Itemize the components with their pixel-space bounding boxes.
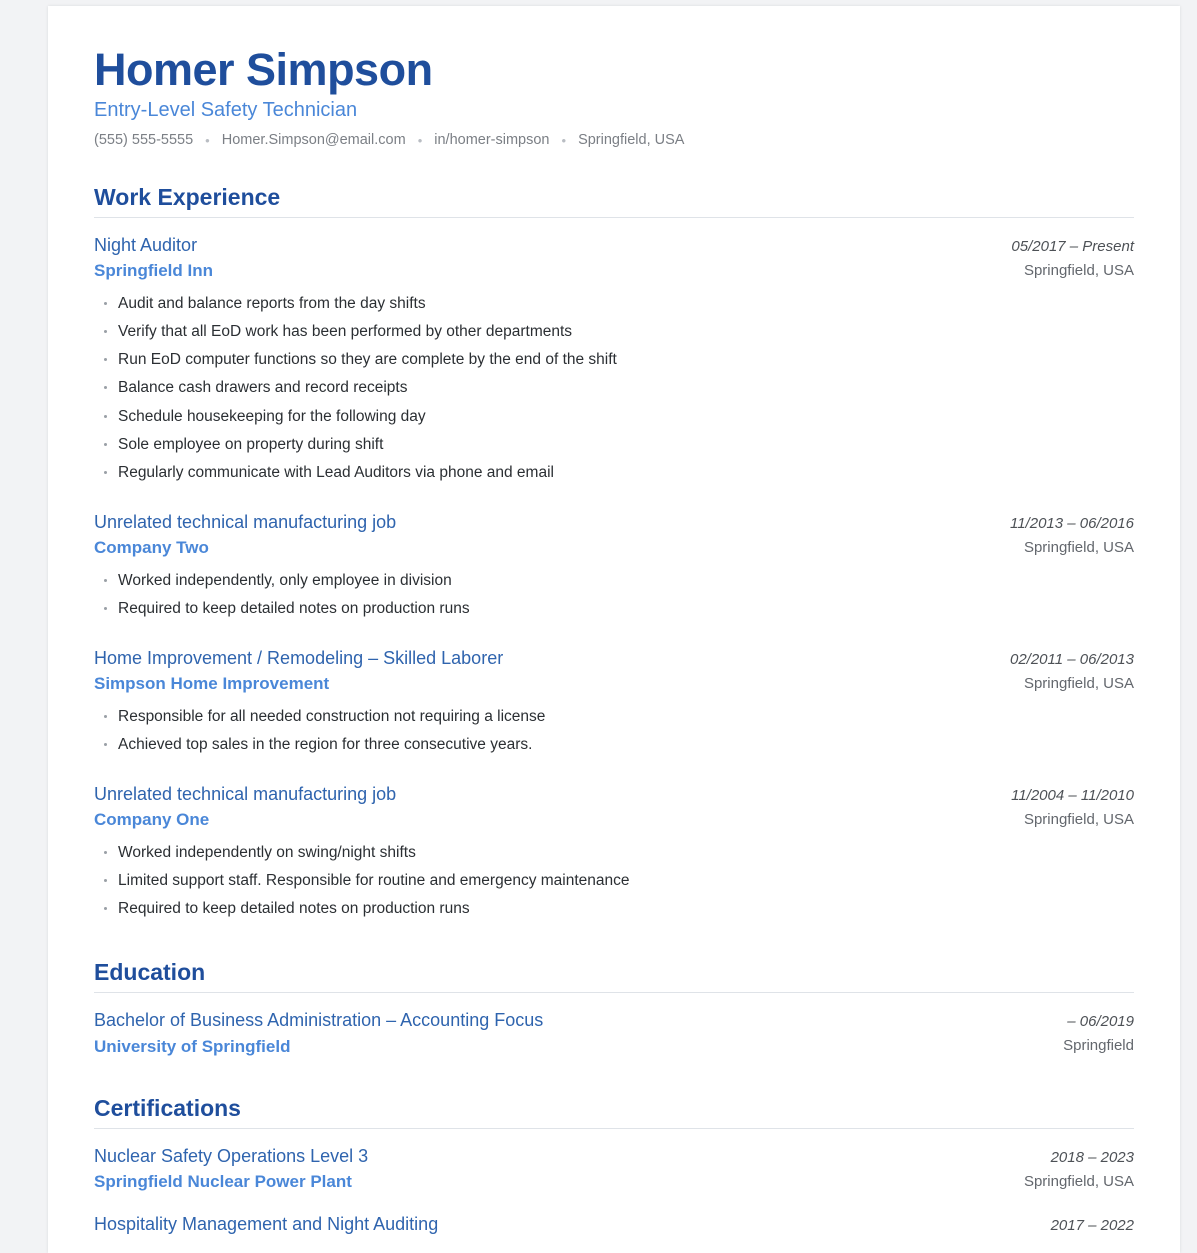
certification-entry-header bbox=[94, 1211, 1134, 1238]
list-item: Balance cash drawers and record receipts bbox=[94, 374, 1134, 402]
certification-location: Springfield, USA bbox=[1023, 1172, 1134, 1190]
job-location: Springfield, USA bbox=[1023, 261, 1134, 279]
job-organization: Company Two bbox=[94, 538, 209, 558]
work-entry-right bbox=[1011, 785, 1134, 832]
education-entry-right bbox=[1063, 1011, 1134, 1058]
list-item: Responsible for all needed construction not requiring a license bbox=[94, 703, 1134, 731]
job-organization: Simpson Home Improvement bbox=[94, 674, 330, 694]
list-item: Verify that all EoD work has been performed by other departments bbox=[94, 318, 1134, 346]
list-item: Run EoD computer functions so they are complete by the end of the shift bbox=[94, 346, 1134, 374]
contact-separator-icon: • bbox=[205, 132, 210, 148]
work-entry-left bbox=[94, 781, 1011, 833]
certification-entry-left bbox=[94, 1143, 1024, 1195]
job-bullet-list bbox=[94, 567, 1134, 623]
section-divider bbox=[94, 992, 1134, 993]
education-entry bbox=[94, 1007, 1134, 1059]
list-item: Audit and balance reports from the day shifts bbox=[94, 290, 1134, 318]
education-entry-left bbox=[94, 1007, 1063, 1059]
job-location: Springfield, USA bbox=[1023, 674, 1134, 692]
section-title-work-experience: Work Experience bbox=[94, 184, 281, 211]
work-entry-left bbox=[94, 645, 1010, 697]
contact-email[interactable]: Homer.Simpson@email.com bbox=[221, 132, 406, 149]
school-name: University of Springfield bbox=[94, 1036, 291, 1056]
list-item: Required to keep detailed notes on production runs bbox=[94, 895, 1134, 923]
job-dates: 11/2013 – 06/2016 bbox=[1009, 515, 1134, 533]
work-entry bbox=[94, 645, 1134, 759]
work-entry-left bbox=[94, 232, 1011, 284]
job-role: Home Improvement / Remodeling – Skilled Laborer bbox=[94, 648, 504, 669]
job-role: Unrelated technical manufacturing job bbox=[94, 512, 397, 533]
work-entry-header bbox=[94, 232, 1134, 284]
list-item: Worked independently on swing/night shifts bbox=[94, 839, 1134, 867]
contact-phone: (555) 555-5555 bbox=[94, 132, 194, 149]
contact-linkedin[interactable]: in/homer-simpson bbox=[434, 132, 550, 149]
certification-entry-right bbox=[1024, 1147, 1134, 1194]
list-item: Required to keep detailed notes on production runs bbox=[94, 595, 1134, 623]
certification-issuer: Springfield Nuclear Power Plant bbox=[94, 1172, 352, 1192]
work-entry-header bbox=[94, 781, 1134, 833]
education-entry-header bbox=[94, 1007, 1134, 1059]
work-entry bbox=[94, 232, 1134, 487]
job-role: Night Auditor bbox=[94, 235, 198, 256]
work-entry-header bbox=[94, 645, 1134, 697]
work-entry-right bbox=[1010, 513, 1134, 560]
work-entry bbox=[94, 509, 1134, 623]
list-item: Limited support staff. Responsible for routine and emergency maintenance bbox=[94, 867, 1134, 895]
contact-location: Springfield, USA bbox=[578, 132, 685, 149]
page-title: Homer Simpson bbox=[94, 44, 433, 95]
job-dates: 11/2004 – 11/2010 bbox=[1011, 787, 1134, 805]
job-organization: Springfield Inn bbox=[94, 261, 213, 281]
job-dates: 02/2011 – 06/2013 bbox=[1009, 651, 1134, 669]
job-dates: 05/2017 – Present bbox=[1011, 238, 1134, 256]
list-item: Worked independently, only employee in division bbox=[94, 567, 1134, 595]
work-entry-right bbox=[1011, 236, 1134, 283]
section-divider bbox=[94, 1128, 1134, 1129]
contact-line bbox=[94, 132, 1134, 148]
work-entry bbox=[94, 781, 1134, 923]
certification-entry-left bbox=[94, 1211, 1051, 1237]
contact-separator-icon: • bbox=[417, 132, 423, 148]
section-divider bbox=[94, 217, 1134, 218]
job-title-subtitle: Entry-Level Safety Technician bbox=[94, 99, 358, 122]
list-item: Regularly communicate with Lead Auditors via phone and email bbox=[94, 459, 1134, 487]
work-entry-right bbox=[1010, 649, 1134, 696]
job-location: Springfield, USA bbox=[1023, 538, 1134, 556]
section-title-certifications: Certifications bbox=[94, 1095, 241, 1122]
certification-dates: 2017 – 2022 bbox=[1050, 1216, 1134, 1234]
job-bullet-list bbox=[94, 703, 1134, 759]
resume-sheet bbox=[48, 6, 1180, 1253]
certification-entry-header bbox=[94, 1143, 1134, 1195]
certification-entry bbox=[94, 1143, 1134, 1195]
school-location: Springfield bbox=[1063, 1036, 1134, 1054]
work-entry-header bbox=[94, 509, 1134, 561]
job-organization: Company One bbox=[94, 810, 210, 830]
certification-title: Hospitality Management and Night Auditing bbox=[94, 1213, 439, 1234]
certification-dates: 2018 – 2023 bbox=[1050, 1149, 1134, 1167]
job-bullet-list bbox=[94, 839, 1134, 924]
list-item: Sole employee on property during shift bbox=[94, 431, 1134, 459]
certification-title: Nuclear Safety Operations Level 3 bbox=[94, 1146, 369, 1167]
job-bullet-list bbox=[94, 290, 1134, 487]
job-role: Unrelated technical manufacturing job bbox=[94, 784, 397, 805]
degree-dates: – 06/2019 bbox=[1067, 1013, 1134, 1031]
certification-entry-right bbox=[1051, 1215, 1134, 1238]
certification-entry bbox=[94, 1211, 1134, 1238]
degree-title: Bachelor of Business Administration – Accounting Focus bbox=[94, 1010, 544, 1031]
list-item: Achieved top sales in the region for three consecutive years. bbox=[94, 731, 1134, 759]
list-item: Schedule housekeeping for the following day bbox=[94, 403, 1134, 431]
section-title-education: Education bbox=[94, 959, 206, 986]
job-location: Springfield, USA bbox=[1023, 810, 1134, 828]
work-entry-left bbox=[94, 509, 1010, 561]
contact-separator-icon: • bbox=[561, 132, 567, 148]
